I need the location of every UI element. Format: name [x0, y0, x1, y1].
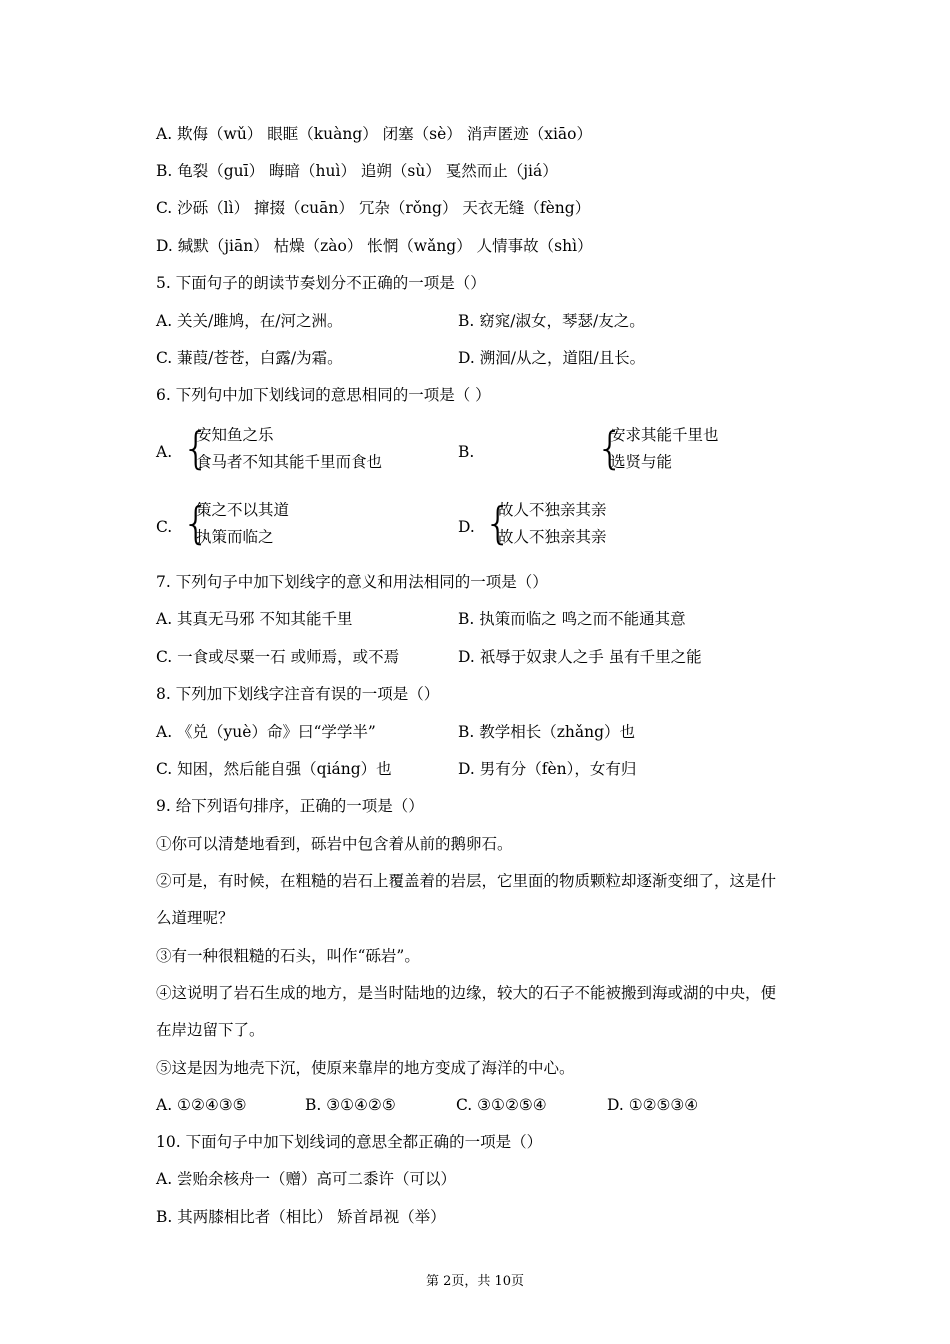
q9-option-c: C. ③①②⑤④ [456, 1096, 547, 1114]
q9-sentence-2a: ②可是，有时候，在粗糙的岩石上覆盖着的岩层，它里面的物质颗粒却逐渐变细了，这是什 [156, 872, 777, 890]
q6-option-d [484, 497, 607, 551]
q9-sentence-2b: 么道理呢？ [156, 909, 234, 927]
q8-option-a: A. 《兑（yuè）命》曰“学学半” [156, 723, 376, 741]
q10-option-a: A. 尝贻余核舟一（赠）高可二黍许（可以） [156, 1170, 457, 1188]
q7-option-d: D. 祇辱于奴隶人之手 虽有千里之能 [458, 648, 702, 666]
q6-option-b-label: B. [458, 443, 475, 461]
q4-option-d: D. 缄默（jiān） 枯燥（zào） 怅惘（wǎng） 人情事故（shì） [156, 237, 593, 255]
brace-icon: { [596, 423, 624, 474]
q6-option-a [182, 422, 382, 476]
q5-option-c: C. 蒹葭/苍苍，白露/为霜。 [156, 349, 343, 367]
q6-stem: 6. 下列句中加下划线词的意思相同的一项是（ ） [156, 386, 491, 404]
q6-option-b-line1: 安求其能千里也 [610, 426, 719, 444]
brace-icon: { [182, 423, 210, 474]
q9-sentence-4a: ④这说明了岩石生成的地方，是当时陆地的边缘，较大的石子不能被搬到海或湖的中央，便 [156, 984, 777, 1002]
q6-option-c-label: C. [156, 518, 173, 536]
q6-option-b [596, 422, 719, 476]
q6-option-a-line1: 安知鱼之乐 [196, 426, 274, 444]
q8-option-b: B. 教学相长（zhǎng）也 [458, 723, 636, 741]
brace-icon: { [182, 498, 210, 549]
q9-sentence-1: ①你可以清楚地看到，砾岩中包含着从前的鹅卵石。 [156, 835, 513, 853]
q9-option-a: A. ①②④③⑤ [156, 1096, 247, 1114]
q6-option-d-label: D. [458, 518, 475, 536]
q8-stem: 8. 下列加下划线字注音有误的一项是（） [156, 685, 440, 703]
brace-icon: { [484, 498, 512, 549]
q6-option-c [182, 497, 289, 551]
q7-option-b: B. 执策而临之 鸣之而不能通其意 [458, 610, 686, 628]
q4-option-c: C. 沙砾（lì） 撺掇（cuān） 冗杂（rǒng） 天衣无缝（fèng） [156, 199, 591, 217]
q10-stem: 10. 下面句子中加下划线词的意思全都正确的一项是（） [156, 1133, 543, 1151]
q10-option-b: B. 其两膝相比者（相比） 矫首昂视（举） [156, 1208, 446, 1226]
q9-sentence-5: ⑤这是因为地壳下沉，使原来靠岸的地方变成了海洋的中心。 [156, 1059, 575, 1077]
q4-option-a: A. 欺侮（wǔ） 眼眶（kuàng） 闭塞（sè） 消声匿迹（xiāo） [156, 125, 592, 143]
q6-option-a-label: A. [156, 443, 173, 461]
q7-option-c: C. 一食或尽粟一石 或师焉，或不焉 [156, 648, 400, 666]
q9-stem: 9. 给下列语句排序，正确的一项是（） [156, 797, 424, 815]
q9-option-d: D. ①②⑤③④ [607, 1096, 699, 1114]
q6-option-c-line2: 执策而临之 [196, 528, 274, 546]
q5-option-d: D. 溯洄/从之，道阻/且长。 [458, 349, 646, 367]
q4-option-b: B. 龟裂（guī） 晦暗（huì） 追朔（sù） 戛然而止（jiá） [156, 162, 558, 180]
q6-option-b-line2: 选贤与能 [610, 453, 673, 471]
q9-sentence-3: ③有一种很粗糙的石头，叫作“砾岩”。 [156, 947, 420, 965]
page-footer: 第 2页，共 10页 [425, 1274, 525, 1289]
q8-option-c: C. 知困，然后能自强（qiáng）也 [156, 760, 392, 778]
q6-option-c-line1: 策之不以其道 [196, 501, 290, 519]
q5-stem: 5. 下面句子的朗读节奏划分不正确的一项是（） [156, 274, 486, 292]
q5-option-a: A. 关关/雎鸠，在/河之洲。 [156, 312, 343, 330]
q7-stem: 7. 下列句子中加下划线字的意义和用法相同的一项是（） [156, 573, 548, 591]
q8-option-d: D. 男有分（fèn），女有归 [458, 760, 637, 778]
q5-option-b: B. 窈窕/淑女，琴瑟/友之。 [458, 312, 645, 330]
q9-option-b: B. ③①④②⑤ [305, 1096, 396, 1114]
q6-option-d-line2: 故人不独亲其亲 [498, 528, 607, 546]
q9-sentence-4b: 在岸边留下了。 [156, 1021, 265, 1039]
q6-option-a-line2: 食马者不知其能千里而食也 [196, 453, 383, 471]
q6-option-d-line1: 故人不独亲其亲 [498, 501, 607, 519]
q7-option-a: A. 其真无马邪 不知其能千里 [156, 610, 353, 628]
